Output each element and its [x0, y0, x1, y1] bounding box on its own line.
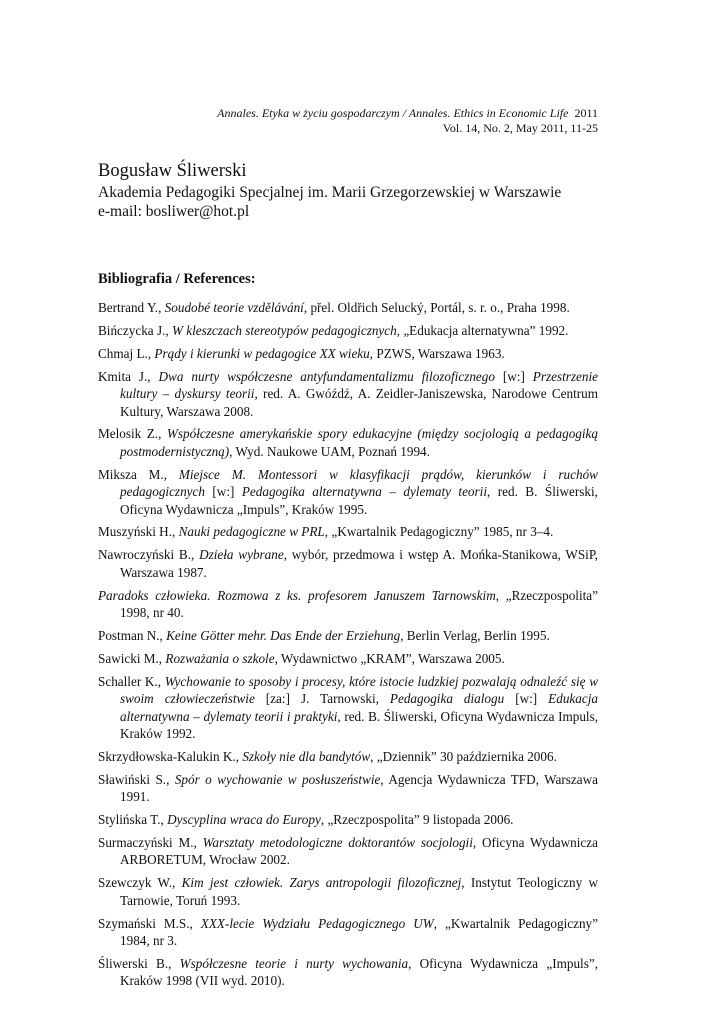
- author-affiliation: Akademia Pedagogiki Specjalnej im. Marii Grzegorzewskiej w Warszawie: [98, 184, 562, 201]
- reference-item: [98, 345, 598, 362]
- reference-item: [98, 673, 598, 743]
- journal-volume: Vol. 14, No. 2, May 2011, 11-25: [442, 121, 598, 135]
- reference-text: Sawicki M.,: [98, 650, 166, 666]
- journal-title: Annales. Etyka w życiu gospodarczym / Annales. Ethics in Economic Life: [217, 106, 569, 120]
- reference-item: [98, 811, 598, 828]
- reference-list: [98, 299, 598, 995]
- reference-text: , Wyd. Naukowe UAM, Poznań 1994.: [229, 443, 430, 459]
- reference-title: Edukacja alternatywna – dylematy teorii i praktyki: [120, 691, 598, 724]
- reference-item: [98, 523, 598, 540]
- reference-text: , „Edukacja alternatywna” 1992.: [396, 322, 569, 338]
- reference-text: Skrzydłowska-Kalukin K.,: [98, 748, 243, 764]
- reference-text: [za:] J. Tarnowski,: [254, 691, 390, 707]
- reference-item: [98, 368, 598, 420]
- reference-text: Surmaczyński M.,: [98, 835, 203, 851]
- reference-text: Bińczycka J.,: [98, 322, 172, 338]
- journal-line: [217, 106, 598, 121]
- reference-item: [98, 466, 598, 518]
- reference-title: Rozważania o szkole: [165, 650, 275, 666]
- reference-item: [98, 627, 598, 644]
- reference-text: , red. B. Śliwerski, Oficyna Wydawnicza „Impuls”, Kraków 1995.: [120, 484, 598, 517]
- reference-title: Wychowanie to sposoby i procesy, które istocie ludzkiej pozwalają odnaleźć się w swoim człowieczeństwie: [120, 673, 598, 707]
- reference-text: , wybór, przedmowa i wstęp A. Mońka-Stanikowa, WSiP, Warszawa 1987.: [120, 547, 598, 580]
- reference-item: [98, 748, 598, 765]
- reference-text: , Instytut Teologiczny w Tarnowie, Toruń 1993.: [120, 875, 598, 908]
- reference-title: Dyscyplina wraca do Europy: [167, 812, 321, 828]
- author-block: [98, 160, 561, 221]
- journal-year: 2011: [574, 106, 598, 120]
- reference-title: Szkoły nie dla bandytów: [242, 748, 371, 764]
- reference-title: Spór o wychowanie w posłuszeństwie: [174, 771, 381, 787]
- reference-item: [98, 915, 598, 950]
- reference-text: Chmaj L.,: [98, 345, 155, 361]
- reference-item: [98, 587, 598, 622]
- reference-text: , „Kwartalnik Pedagogiczny” 1984, nr 3.: [120, 915, 599, 949]
- journal-header: [217, 106, 598, 136]
- reference-text: , „Kwartalnik Pedagogiczny” 1985, nr 3–4.: [324, 524, 554, 540]
- author-email: e-mail: bosliwer@hot.pl: [98, 203, 250, 220]
- reference-text: Stylińska T.,: [98, 812, 168, 828]
- reference-title: Współczesne amerykańskie spory edukacyjne (między socjologią a pedagogiką postmodernistyczną): [120, 426, 598, 459]
- reference-text: [w:]: [504, 691, 549, 707]
- reference-text: , Agencja Wydawnicza TFD, Warszawa 1991.: [120, 771, 598, 805]
- reference-title: W kleszczach stereotypów pedagogicznych: [171, 322, 397, 338]
- reference-text: , „Rzeczpospolita” 1998, nr 40.: [120, 587, 598, 621]
- reference-text: Schaller K.,: [98, 673, 165, 689]
- reference-text: , Oficyna Wydawnicza „Impuls”, Kraków 1998 (VII wyd. 2010).: [120, 956, 598, 989]
- reference-title: Dwa nurty współczesne antyfundamentalizmu filozoficznego: [158, 368, 495, 384]
- reference-item: [98, 834, 598, 869]
- reference-text: , red. B. Śliwerski, Oficyna Wydawnicza Impuls, Kraków 1992.: [120, 708, 599, 742]
- reference-text: Szewczyk W.,: [98, 875, 182, 891]
- reference-text: Nawroczyński B.,: [98, 547, 200, 563]
- reference-item: [98, 425, 598, 460]
- reference-text: Śliwerski B.,: [98, 956, 180, 971]
- reference-text: Miksza M.,: [98, 466, 179, 482]
- reference-title: Paradoks człowieka. Rozmowa z ks. profesorem Januszem Tarnowskim: [98, 587, 496, 603]
- reference-item: [98, 650, 598, 667]
- reference-text: Kmita J.,: [98, 368, 159, 384]
- reference-text: , Wydawnictwo „KRAM”, Warszawa 2005.: [274, 650, 505, 666]
- reference-text: , red. A. Gwóźdź, A. Zeidler-Janiszewska, Narodowe Centrum Kultury, Warszawa 2008.: [120, 386, 598, 419]
- reference-item: [98, 299, 598, 316]
- reference-title: Nauki pedagogiczne w PRL: [178, 524, 325, 540]
- reference-text: Sławiński S.,: [98, 771, 175, 787]
- reference-text: , Oficyna Wydawnicza ARBORETUM, Wrocław 2002.: [120, 835, 598, 868]
- reference-text: , přel. Oldřich Selucký, Portál, s. r. o., Praha 1998.: [303, 300, 570, 315]
- reference-title: Warsztaty metodologiczne doktorantów socjologii: [202, 835, 473, 851]
- reference-item: [98, 955, 598, 990]
- reference-item: [98, 546, 598, 581]
- reference-text: Muszyński H.,: [98, 524, 179, 540]
- reference-text: , Berlin Verlag, Berlin 1995.: [400, 628, 550, 643]
- author-name: Bogusław Śliwerski: [98, 161, 247, 181]
- reference-title: Keine Götter mehr. Das Ende der Erziehung: [166, 628, 401, 643]
- reference-title: XXX-lecie Wydziału Pedagogicznego UW: [200, 915, 434, 931]
- reference-title: Współczesne teorie i nurty wychowania: [179, 956, 409, 971]
- reference-text: , „Dziennik” 30 października 2006.: [370, 748, 557, 764]
- reference-text: Bertrand Y.,: [98, 300, 165, 315]
- reference-title: Kim jest człowiek. Zarys antropologii filozoficznej: [181, 875, 462, 891]
- reference-title: Pedagogika alternatywna – dylematy teorii: [241, 484, 487, 500]
- reference-title: Miejsce M. Montessori w klasyfikacji prądów, kierunków i ruchów pedagogicznych: [120, 466, 598, 500]
- reference-text: [w:]: [204, 484, 242, 500]
- reference-text: Melosik Z.,: [98, 426, 167, 442]
- reference-title: Prądy i kierunki w pedagogice XX wieku: [154, 345, 370, 361]
- reference-text: , PZWS, Warszawa 1963.: [369, 345, 505, 361]
- reference-title: Dzieła wybrane: [199, 547, 284, 563]
- reference-text: Postman N.,: [98, 628, 167, 643]
- reference-text: Szymański M.S.,: [98, 915, 201, 931]
- reference-text: [w:]: [494, 368, 533, 384]
- reference-title: Soudobé teorie vzdělávání: [164, 300, 304, 315]
- reference-title: Pedagogika dialogu: [389, 691, 505, 707]
- reference-item: [98, 874, 598, 909]
- reference-item: [98, 771, 598, 806]
- reference-text: , „Rzeczpospolita” 9 listopada 2006.: [320, 812, 514, 828]
- reference-title: Przestrzenie kultury – dyskursy teorii: [120, 368, 598, 402]
- section-title: Bibliografia / References:: [98, 271, 256, 287]
- reference-item: [98, 322, 598, 339]
